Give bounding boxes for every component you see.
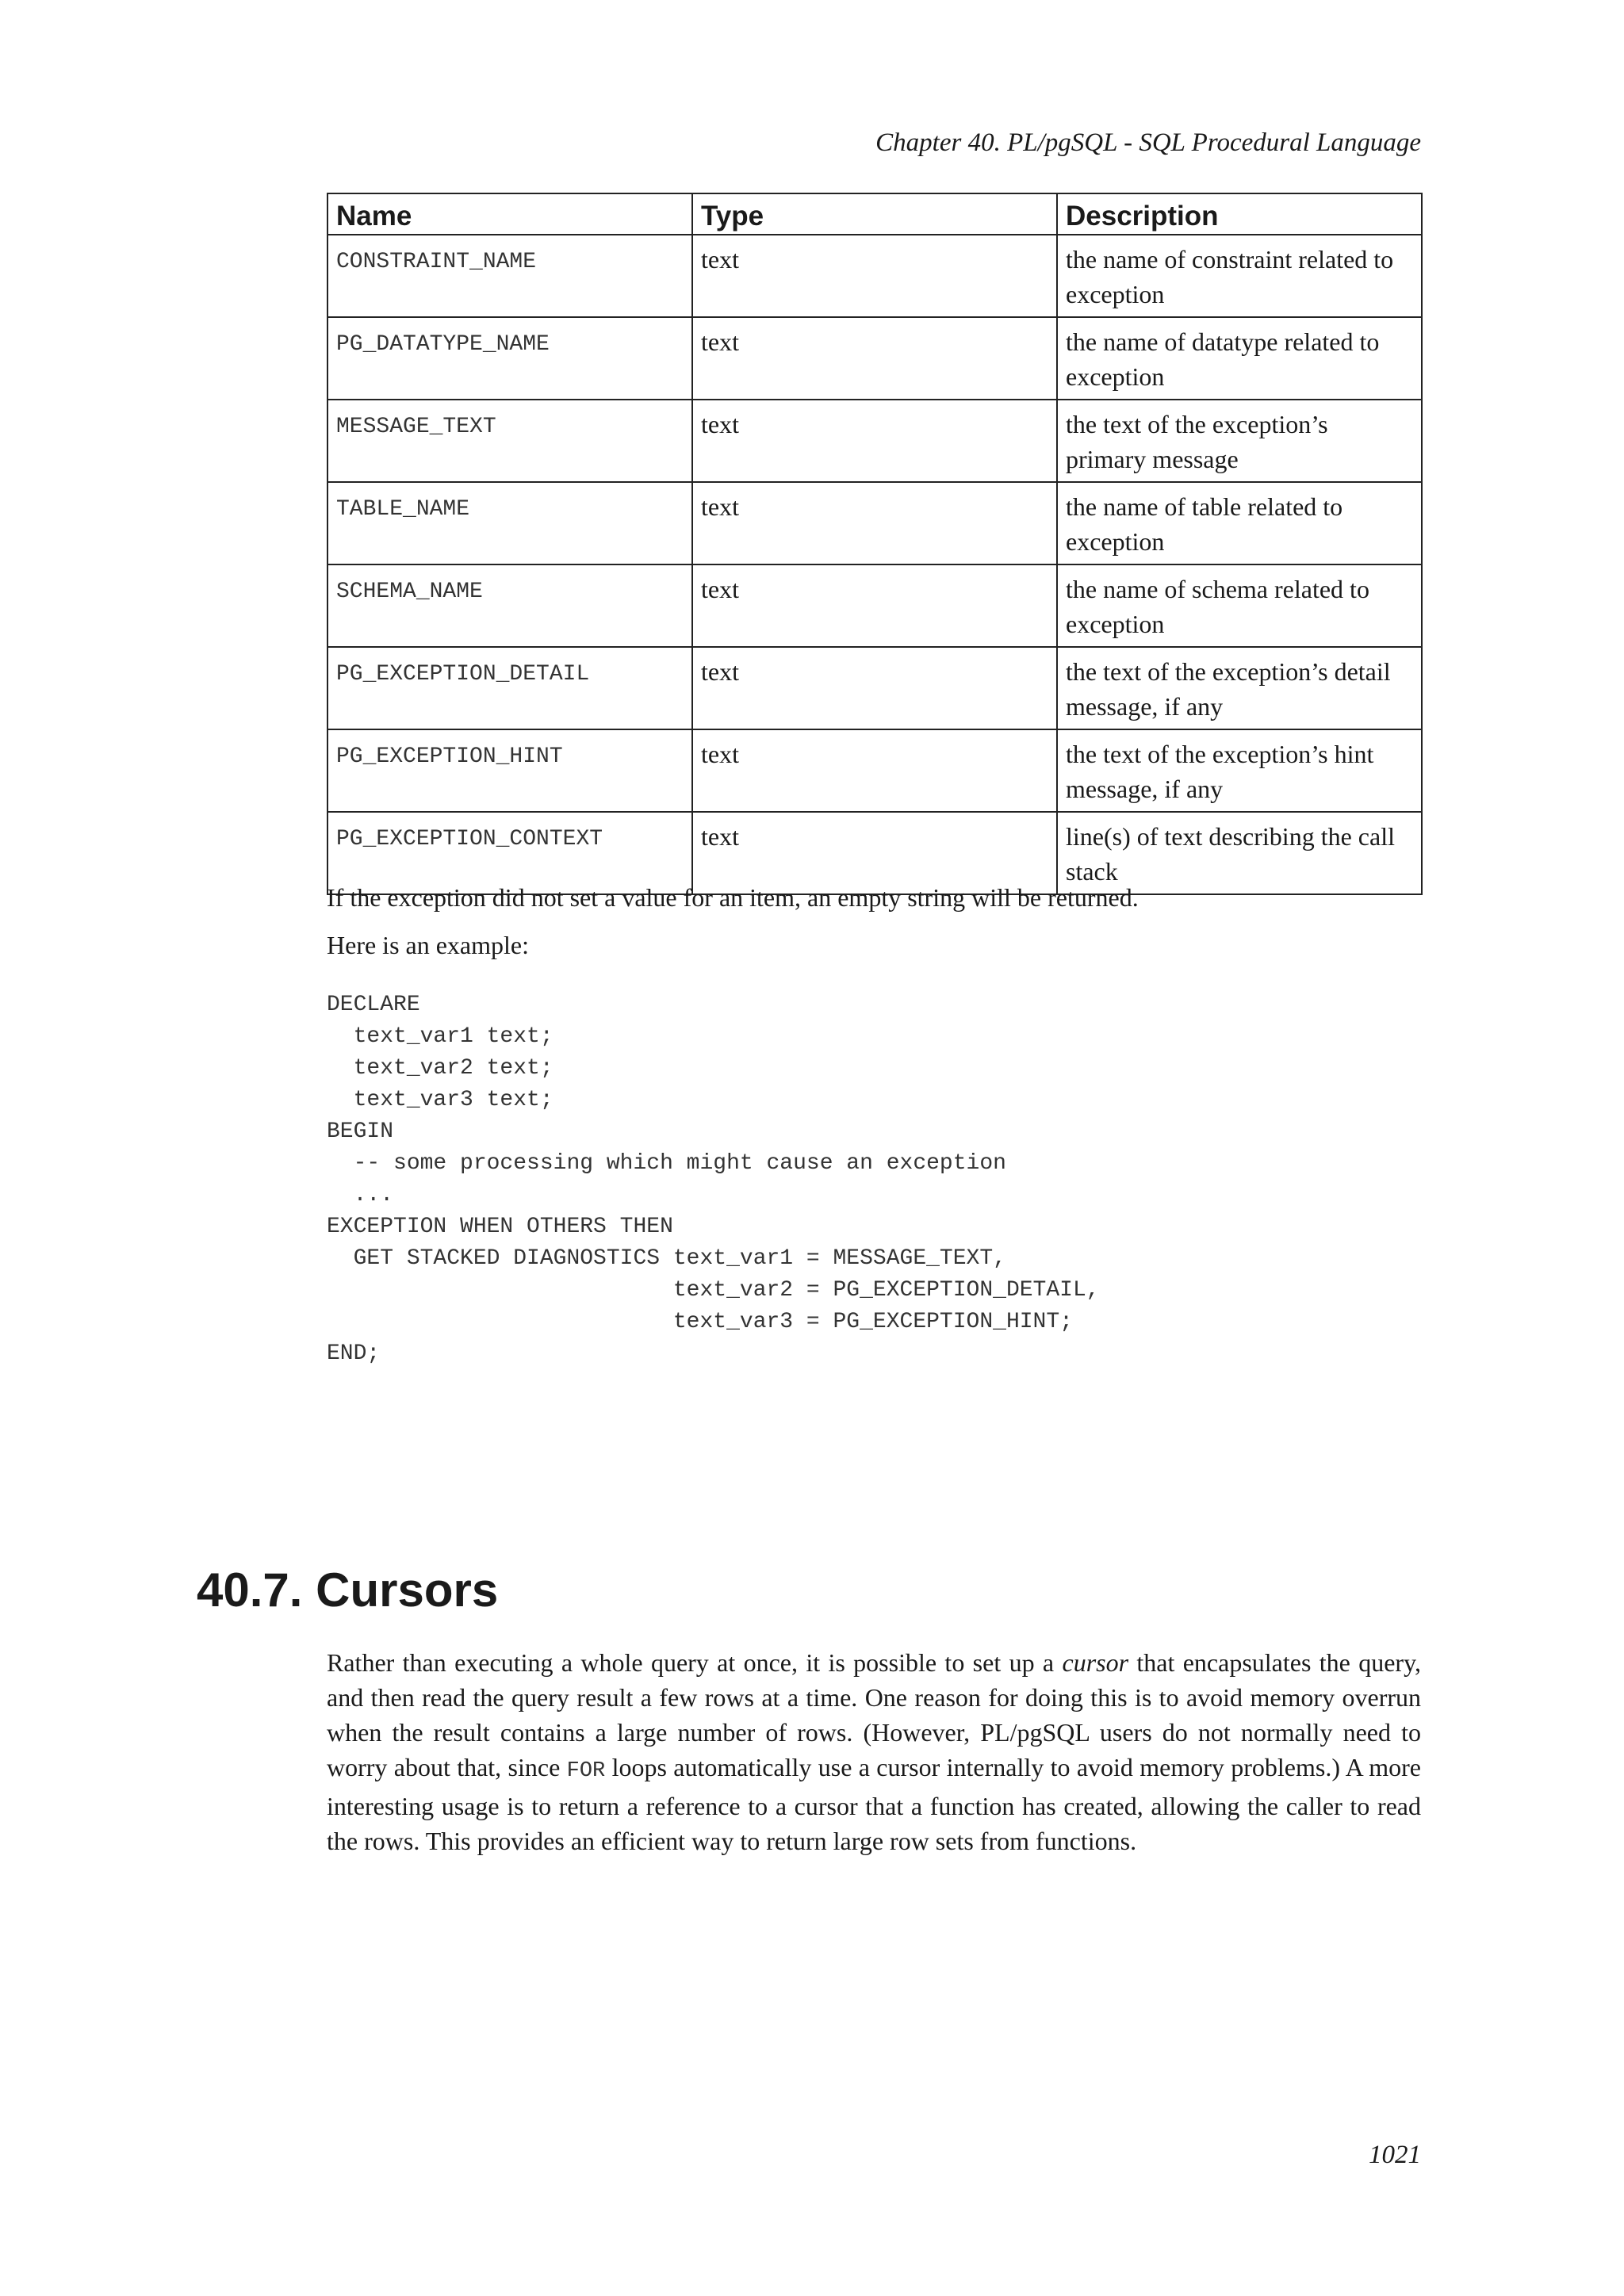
table-row <box>327 729 1422 812</box>
inline-code-for: FOR <box>566 1759 606 1783</box>
item-type: text <box>692 812 1057 894</box>
item-type: text <box>692 400 1057 482</box>
item-description: the text of the exception’s detail message, if any <box>1057 647 1422 729</box>
running-header: Chapter 40. PL/pgSQL - SQL Procedural Language <box>875 128 1421 157</box>
paragraph-text: loops automatically use a cursor internally to avoid memory problems.) A more interesting usage is to return a reference to a cursor that a function has created, allowing the caller to read the rows. This provides an efficient way to return large row sets from functions. <box>327 1753 1422 1855</box>
section-heading: 40.7. Cursors <box>197 1563 499 1617</box>
item-description: the name of datatype related to exception <box>1057 317 1422 400</box>
table-row <box>327 647 1422 729</box>
table-row <box>327 235 1422 317</box>
item-description: the name of table related to exception <box>1057 482 1422 564</box>
item-description: the text of the exception’s hint message, if any <box>1057 729 1422 812</box>
term-cursor: cursor <box>1062 1648 1129 1677</box>
column-header-name: Name <box>327 193 692 235</box>
item-type: text <box>692 235 1057 317</box>
item-name: PG_EXCEPTION_DETAIL <box>327 647 692 729</box>
item-name: SCHEMA_NAME <box>327 564 692 647</box>
item-description: line(s) of text describing the call stack <box>1057 812 1422 894</box>
item-type: text <box>692 317 1057 400</box>
paragraph-text: that encapsulates the query, and then read the query result a few rows at a time. One reason for doing this is to avoid memory overrun when the result contains a large number of rows. (However, PL/pgSQL users do not normally need to worry about that, since <box>327 1648 1422 1781</box>
diagnostics-items-table <box>327 193 1423 895</box>
item-type: text <box>692 647 1057 729</box>
item-name: PG_EXCEPTION_HINT <box>327 729 692 812</box>
table-row <box>327 482 1422 564</box>
item-name: PG_DATATYPE_NAME <box>327 317 692 400</box>
item-name: PG_EXCEPTION_CONTEXT <box>327 812 692 894</box>
item-type: text <box>692 564 1057 647</box>
item-type: text <box>692 482 1057 564</box>
table-header-row <box>327 193 1422 235</box>
table-row <box>327 317 1422 400</box>
table-row <box>327 400 1422 482</box>
paragraph-text: Rather than executing a whole query at once, it is possible to set up a <box>327 1648 1063 1677</box>
cursors-intro-paragraph <box>327 1645 1421 1858</box>
item-name: MESSAGE_TEXT <box>327 400 692 482</box>
item-description: the name of schema related to exception <box>1057 564 1422 647</box>
item-description: the text of the exception’s primary message <box>1057 400 1422 482</box>
item-description: the name of constraint related to exception <box>1057 235 1422 317</box>
code-example: DECLARE text_var1 text; text_var2 text; text_var3 text; BEGIN -- some processing which might cause an exception ... EXCEPTION WHEN OTHERS THEN GET STACKED DIAGNOSTICS text_var1 = MESSAGE_TEXT, text_var2 = PG_EXCEPTION_DETAIL, text_var3 = PG_EXCEPTION_HINT; END; <box>327 993 1100 1366</box>
column-header-type: Type <box>692 193 1057 235</box>
empty-value-note: If the exception did not set a value for an item, an empty string will be returned. <box>327 883 1139 912</box>
item-name: CONSTRAINT_NAME <box>327 235 692 317</box>
example-intro: Here is an example: <box>327 931 529 959</box>
item-type: text <box>692 729 1057 812</box>
column-header-description: Description <box>1057 193 1422 235</box>
table-row <box>327 564 1422 647</box>
item-name: TABLE_NAME <box>327 482 692 564</box>
page-number: 1021 <box>1369 2141 1421 2169</box>
